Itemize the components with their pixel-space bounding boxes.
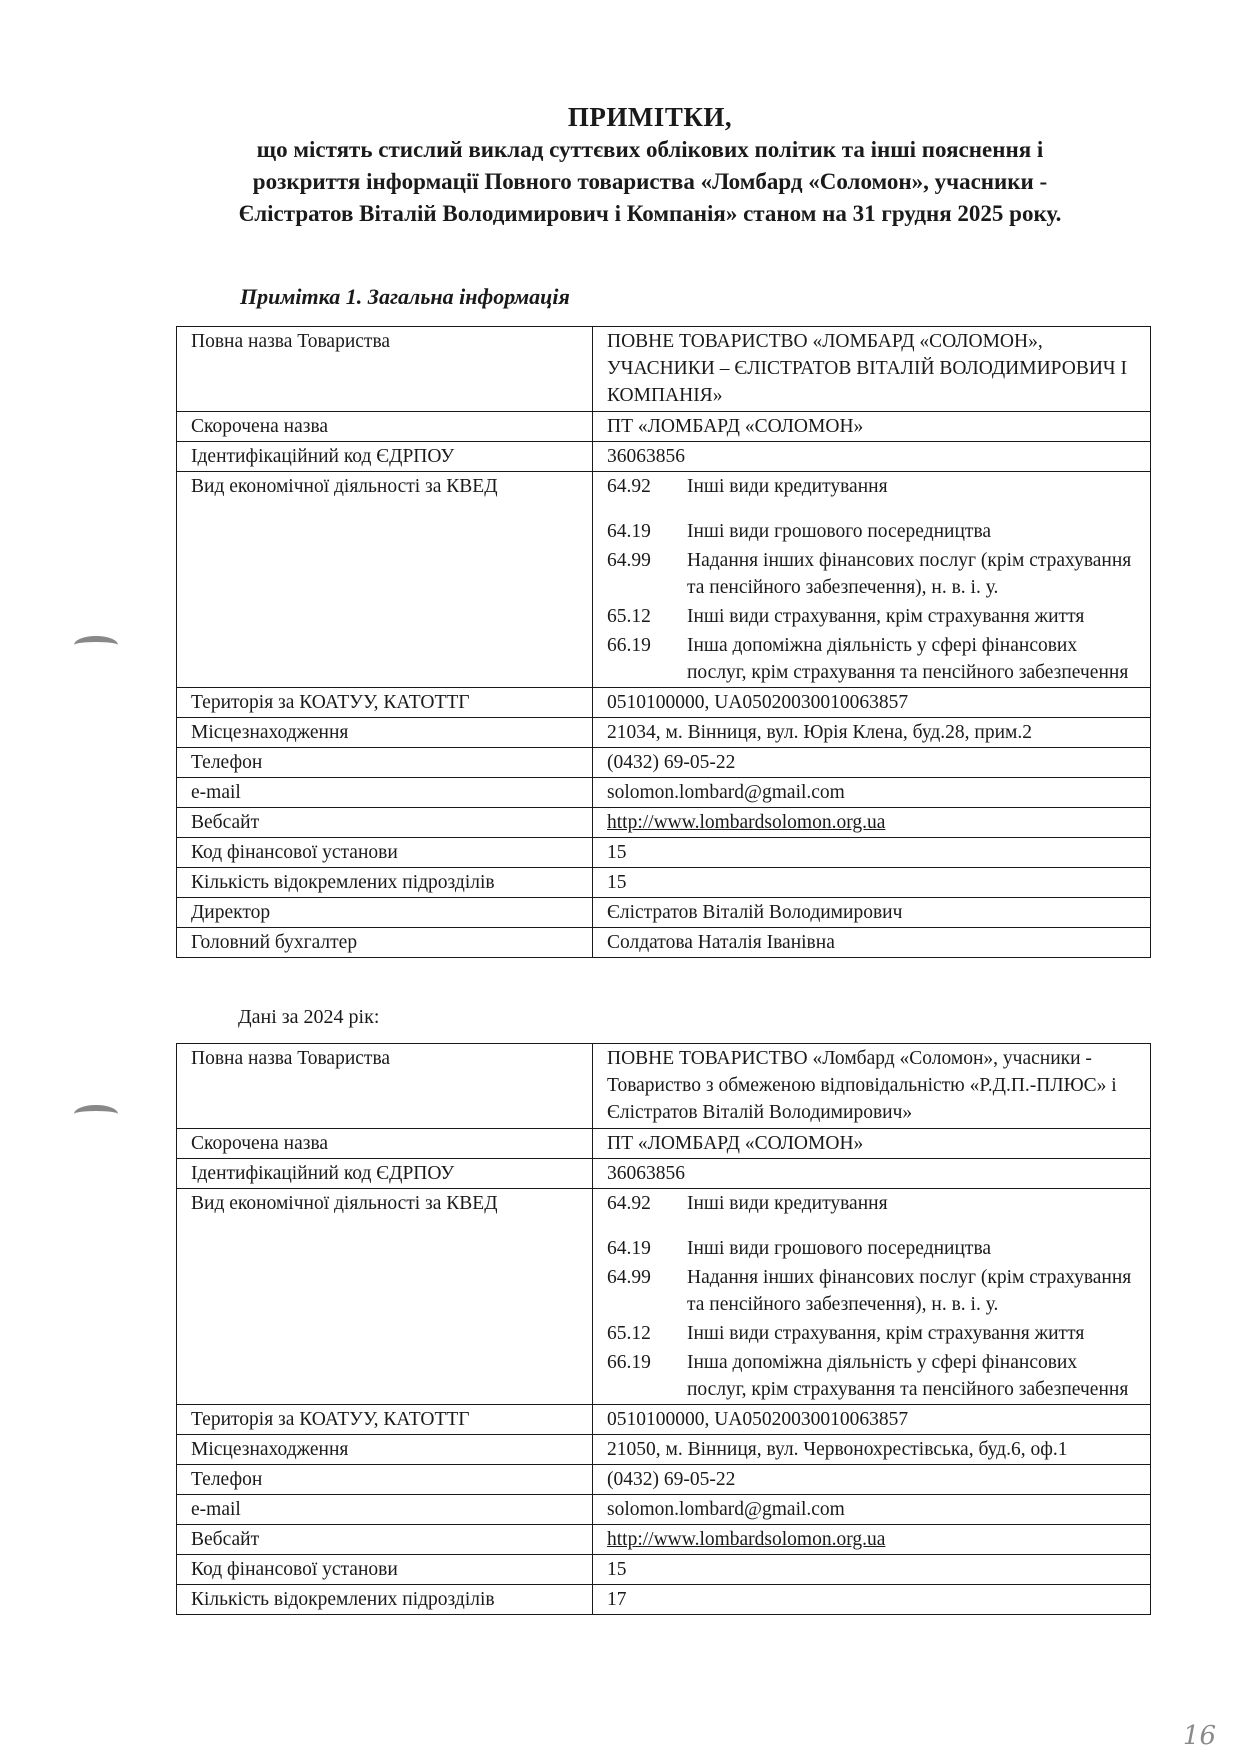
table-row bbox=[177, 868, 1151, 898]
row-key: Ідентифікаційний код ЄДРПОУ bbox=[177, 1159, 593, 1189]
table-row bbox=[177, 472, 1151, 688]
row-value: (0432) 69-05-22 bbox=[593, 1465, 1151, 1495]
table-row bbox=[177, 1189, 1151, 1405]
row-value: Солдатова Наталія Іванівна bbox=[593, 928, 1151, 958]
kved-desc: Інша допоміжна діяльність у сфері фінансових послуг, крім страхування та пенсійного забезпечення bbox=[687, 1352, 1129, 1400]
row-value: (0432) 69-05-22 bbox=[593, 748, 1151, 778]
kved-desc: Інші види страхування, крім страхування життя bbox=[687, 606, 1085, 627]
row-key: Вебсайт bbox=[177, 808, 593, 838]
row-value: 15 bbox=[593, 838, 1151, 868]
kved-item bbox=[607, 518, 1140, 545]
row-key: Ідентифікаційний код ЄДРПОУ bbox=[177, 442, 593, 472]
row-key: Вид економічної діяльності за КВЕД bbox=[177, 472, 593, 688]
row-value: ПОВНЕ ТОВАРИСТВО «Ломбард «Соломон», учасники - Товариство з обмеженою відповідальністю «Р.Д.П.-ПЛЮС» і Єлістратов Віталій Володимирович» bbox=[593, 1044, 1151, 1129]
table-row bbox=[177, 928, 1151, 958]
table-row bbox=[177, 1465, 1151, 1495]
table-row bbox=[177, 1555, 1151, 1585]
kved-list-cell bbox=[593, 472, 1151, 688]
table-row bbox=[177, 327, 1151, 412]
row-value: 0510100000, UA05020030010063857 bbox=[593, 688, 1151, 718]
website-link[interactable]: http://www.lombardsolomon.org.ua bbox=[607, 1529, 886, 1550]
row-value: 15 bbox=[593, 1555, 1151, 1585]
kved-desc: Інші види кредитування bbox=[687, 476, 888, 497]
title-line-3: Єлістратов Віталій Володимирович і Компанія» станом на 31 грудня 2025 року. bbox=[238, 201, 1062, 226]
kved-item bbox=[607, 473, 1140, 500]
kved-desc: Надання інших фінансових послуг (крім страхування та пенсійного забезпечення), н. в. і. у. bbox=[687, 550, 1132, 598]
title-main: ПРИМІТКИ, bbox=[567, 102, 733, 132]
row-value: solomon.lombard@gmail.com bbox=[593, 778, 1151, 808]
row-value: Єлістратов Віталій Володимирович bbox=[593, 898, 1151, 928]
kved-code: 64.92 bbox=[607, 476, 651, 497]
kved-desc: Інші види грошового посередництва bbox=[687, 521, 992, 542]
row-key: Телефон bbox=[177, 1465, 593, 1495]
table-row bbox=[177, 412, 1151, 442]
row-key: Головний бухгалтер bbox=[177, 928, 593, 958]
table-row bbox=[177, 1585, 1151, 1615]
table-row bbox=[177, 1044, 1151, 1129]
row-key: Телефон bbox=[177, 748, 593, 778]
note-heading: Примітка 1. Загальна інформація bbox=[240, 284, 570, 309]
row-value: 21034, м. Вінниця, вул. Юрія Клена, буд.28, прим.2 bbox=[593, 718, 1151, 748]
table-row bbox=[177, 1129, 1151, 1159]
data-year-label: Дані за 2024 рік: bbox=[238, 1006, 380, 1028]
kved-list bbox=[607, 1190, 1140, 1403]
table-row bbox=[177, 778, 1151, 808]
row-key: Скорочена назва bbox=[177, 1129, 593, 1159]
kved-code: 64.99 bbox=[607, 550, 651, 571]
row-value: 36063856 bbox=[593, 1159, 1151, 1189]
row-value: 17 bbox=[593, 1585, 1151, 1615]
row-value: ПОВНЕ ТОВАРИСТВО «ЛОМБАРД «СОЛОМОН», УЧАСНИКИ – ЄЛІСТРАТОВ ВІТАЛІЙ ВОЛОДИМИРОВИЧ І КОМПАНІЯ» bbox=[593, 327, 1151, 412]
kved-item bbox=[607, 632, 1140, 686]
kved-code: 64.19 bbox=[607, 521, 651, 542]
page-number: 16 bbox=[1182, 1721, 1216, 1751]
table-row bbox=[177, 1405, 1151, 1435]
kved-code: 64.99 bbox=[607, 1267, 651, 1288]
kved-item bbox=[607, 1264, 1140, 1318]
kved-code: 66.19 bbox=[607, 1352, 651, 1373]
binder-hole-mark bbox=[74, 1105, 118, 1123]
row-value bbox=[593, 808, 1151, 838]
kved-list bbox=[607, 473, 1140, 686]
row-key: Місцезнаходження bbox=[177, 718, 593, 748]
row-key: Повна назва Товариства bbox=[177, 1044, 593, 1129]
kved-desc: Надання інших фінансових послуг (крім страхування та пенсійного забезпечення), н. в. і. у. bbox=[687, 1267, 1132, 1315]
row-key: e-mail bbox=[177, 778, 593, 808]
table-row bbox=[177, 1525, 1151, 1555]
row-key: Скорочена назва bbox=[177, 412, 593, 442]
table-row bbox=[177, 838, 1151, 868]
row-value: ПТ «ЛОМБАРД «СОЛОМОН» bbox=[593, 1129, 1151, 1159]
kved-item bbox=[607, 1349, 1140, 1403]
table-row bbox=[177, 808, 1151, 838]
kved-item bbox=[607, 547, 1140, 601]
kved-item bbox=[607, 1320, 1140, 1347]
binder-hole-mark bbox=[74, 636, 118, 654]
row-value: 0510100000, UA05020030010063857 bbox=[593, 1405, 1151, 1435]
kved-desc: Інша допоміжна діяльність у сфері фінансових послуг, крім страхування та пенсійного забезпечення bbox=[687, 635, 1129, 683]
row-key: Повна назва Товариства bbox=[177, 327, 593, 412]
row-value: 36063856 bbox=[593, 442, 1151, 472]
kved-item bbox=[607, 1190, 1140, 1217]
row-value: 21050, м. Вінниця, вул. Червонохрестівська, буд.6, оф.1 bbox=[593, 1435, 1151, 1465]
kved-desc: Інші види страхування, крім страхування життя bbox=[687, 1323, 1085, 1344]
kved-code: 65.12 bbox=[607, 606, 651, 627]
kved-code: 66.19 bbox=[607, 635, 651, 656]
row-key: Вид економічної діяльності за КВЕД bbox=[177, 1189, 593, 1405]
row-key: Код фінансової установи bbox=[177, 838, 593, 868]
table-row bbox=[177, 1159, 1151, 1189]
kved-desc: Інші види грошового посередництва bbox=[687, 1238, 992, 1259]
general-info-table-2025 bbox=[176, 326, 1151, 958]
kved-desc: Інші види кредитування bbox=[687, 1193, 888, 1214]
table-row bbox=[177, 688, 1151, 718]
row-value bbox=[593, 1525, 1151, 1555]
row-key: Територія за КОАТУУ, КАТОТТГ bbox=[177, 688, 593, 718]
kved-code: 65.12 bbox=[607, 1323, 651, 1344]
table-row bbox=[177, 898, 1151, 928]
row-key: e-mail bbox=[177, 1495, 593, 1525]
row-key: Місцезнаходження bbox=[177, 1435, 593, 1465]
row-key: Територія за КОАТУУ, КАТОТТГ bbox=[177, 1405, 593, 1435]
row-value: ПТ «ЛОМБАРД «СОЛОМОН» bbox=[593, 412, 1151, 442]
table-row bbox=[177, 1435, 1151, 1465]
table-row bbox=[177, 442, 1151, 472]
table-row bbox=[177, 1495, 1151, 1525]
row-key: Кількість відокремлених підрозділів bbox=[177, 868, 593, 898]
table-row bbox=[177, 718, 1151, 748]
row-value: 15 bbox=[593, 868, 1151, 898]
general-info-table-2024 bbox=[176, 1043, 1151, 1615]
row-key: Код фінансової установи bbox=[177, 1555, 593, 1585]
kved-list-cell bbox=[593, 1189, 1151, 1405]
document-title bbox=[120, 100, 1180, 230]
row-value: solomon.lombard@gmail.com bbox=[593, 1495, 1151, 1525]
row-key: Кількість відокремлених підрозділів bbox=[177, 1585, 593, 1615]
kved-item bbox=[607, 603, 1140, 630]
title-line-2: розкриття інформації Повного товариства «Ломбард «Соломон», учасники - bbox=[252, 169, 1048, 194]
row-key: Директор bbox=[177, 898, 593, 928]
kved-code: 64.19 bbox=[607, 1238, 651, 1259]
row-key: Вебсайт bbox=[177, 1525, 593, 1555]
website-link[interactable]: http://www.lombardsolomon.org.ua bbox=[607, 812, 886, 833]
title-line-1: що містять стислий виклад суттєвих облікових політик та інші пояснення і bbox=[256, 137, 1044, 162]
table-row bbox=[177, 748, 1151, 778]
kved-item bbox=[607, 1235, 1140, 1262]
kved-code: 64.92 bbox=[607, 1193, 651, 1214]
